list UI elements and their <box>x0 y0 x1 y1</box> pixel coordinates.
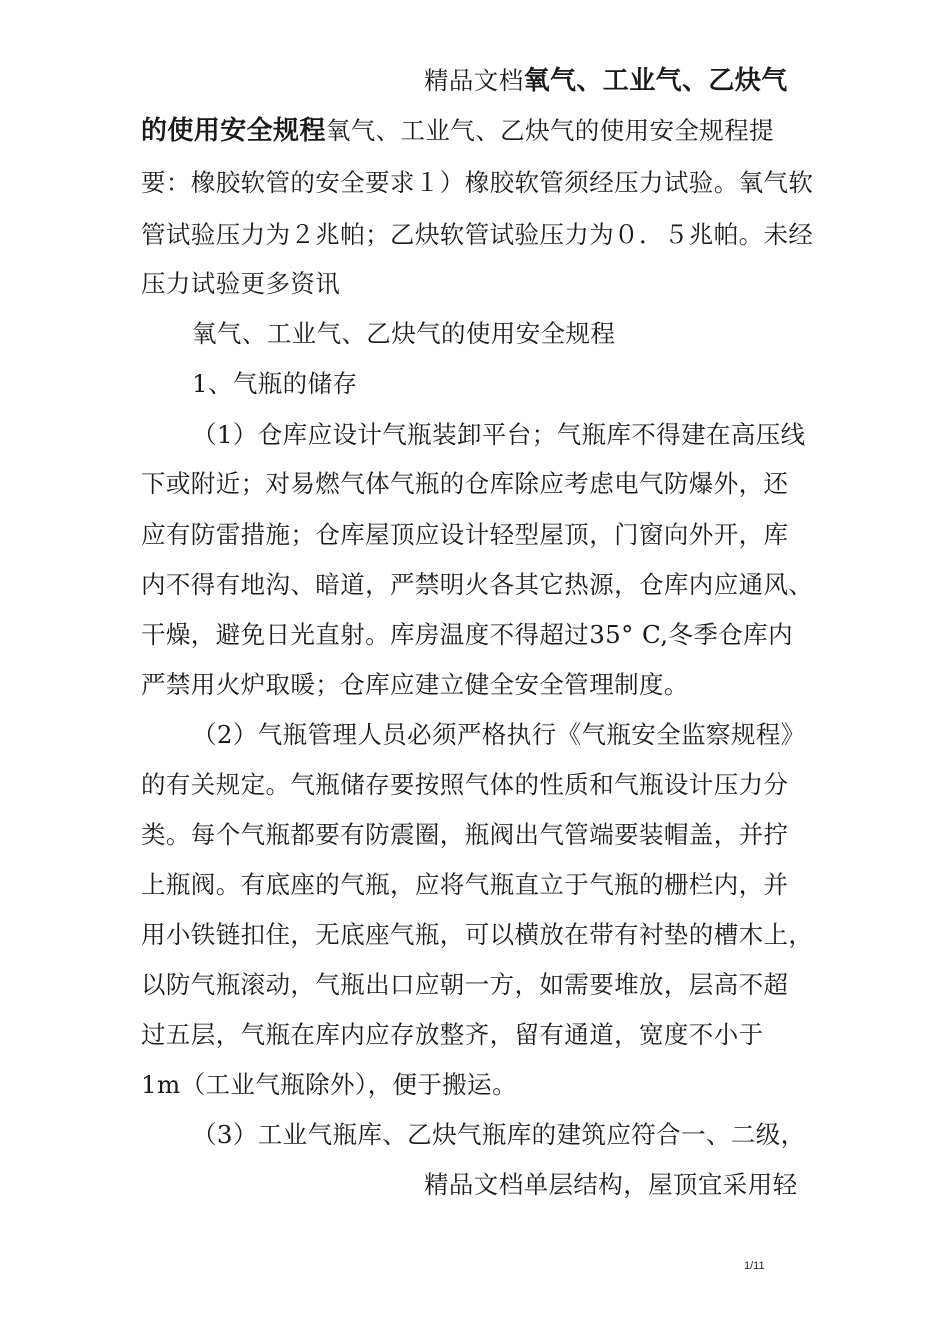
intro-text-1: 氧气、工业气、乙炔气的使用安全规程提 <box>325 116 775 145</box>
para2-line-8: 1m（工业气瓶除外），便于搬运。 <box>141 1070 517 1099</box>
title-line-2 <box>141 114 774 148</box>
para2-line-1: （2）气瓶管理人员必须严格执行《气瓶安全监察规程》 <box>192 720 806 749</box>
para2-line-2: 的有关规定。气瓶储存要按照气体的性质和气瓶设计压力分 <box>141 770 789 799</box>
para2-line-5: 用小铁链扣住，无底座气瓶，可以横放在带有衬垫的槽木上， <box>141 920 814 949</box>
para1-line-6: 严禁用火炉取暖；仓库应建立健全安全管理制度。 <box>141 670 689 699</box>
para3-text-2: 单层结构，屋顶宜采用轻 <box>523 1170 798 1199</box>
para2-line-3: 类。每个气瓶都要有防震圈，瓶阀出气管端要装帽盖，并拧 <box>141 820 789 849</box>
intro-line-5: 压力试验更多资讯 <box>141 269 341 298</box>
footer-label: 精品文档 <box>424 1170 524 1199</box>
para1-line-5: 干燥，避免日光直射。库房温度不得超过35° C,冬季仓库内 <box>141 620 793 649</box>
para2-line-4: 上瓶阀。有底座的气瓶，应将气瓶直立于气瓶的栅栏内，并 <box>141 870 789 899</box>
subsection-heading: 1、气瓶的储存 <box>192 369 358 398</box>
section-title: 氧气、工业气、乙炔气的使用安全规程 <box>192 319 616 348</box>
para3-line-1: （3）工业气瓶库、乙炔气瓶库的建筑应符合一、二级， <box>192 1120 806 1149</box>
header-label: 精品文档 <box>424 66 524 95</box>
para1-line-3: 应有防雷措施；仓库屋顶应设计轻型屋顶，门窗向外开，库 <box>141 520 789 549</box>
para1-line-4: 内不得有地沟、暗道，严禁明火各其它热源，仓库内应通风、 <box>141 570 814 599</box>
para2-line-6: 以防气瓶滚动，气瓶出口应朝一方，如需要堆放，层高不超 <box>141 970 789 999</box>
intro-line-3: 要：橡胶软管的安全要求１）橡胶软管须经压力试验。氧气软 <box>141 168 814 197</box>
para3-line-2 <box>424 1168 798 1202</box>
para1-line-2: 下或附近；对易燃气体气瓶的仓库除应考虑电气防爆外，还 <box>141 469 789 498</box>
title-part-2: 的使用安全规程 <box>141 116 326 146</box>
intro-line-4: 管试验压力为２兆帕；乙炔软管试验压力为０．５兆帕。未经 <box>141 220 814 249</box>
title-line-1 <box>424 64 788 98</box>
para1-line-1: （1）仓库应设计气瓶装卸平台；气瓶库不得建在高压线 <box>192 420 806 449</box>
page-number: 1/11 <box>744 1260 765 1272</box>
title-part-1: 氧气、工业气、乙炔气 <box>523 66 788 96</box>
para2-line-7: 过五层，气瓶在库内应存放整齐，留有通道，宽度不小于 <box>141 1020 764 1049</box>
